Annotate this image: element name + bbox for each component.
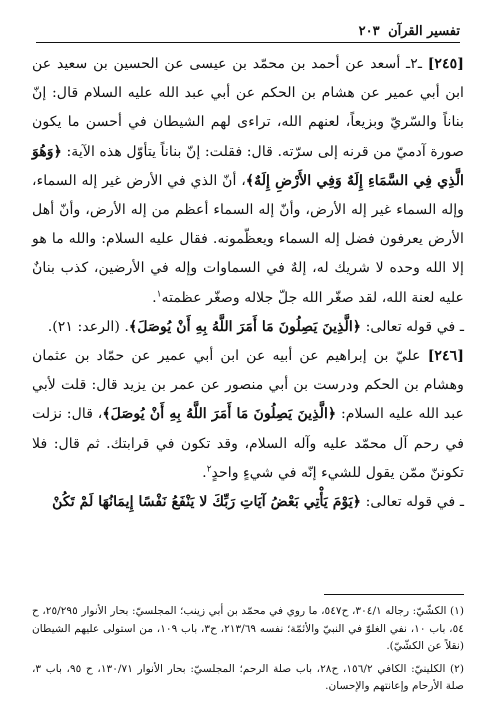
hadith-246: [۲٤٦] عليّ بن إبراهيم عن أبيه عن ابن أبي عمير عن حمّاد بن عثمان وهشام بن الحكم ودرست بن أبي منصور عن عمر بن يزيد قال: قلت لأبي عبد الله عليه السلام: ﴿الَّذِينَ يَصِلُونَ مَا أَمَرَ اللَّهُ بِهِ أَنْ يُوصَلَ﴾، قال: نزلت في رحم آل محمّد عليه وآله السلام، وقد تكون في قرابتك. ثم قال: فلا تكوننّ ممّن يقول للشيء إنّه في شيءٍ واحدٍ$^۲$. [32,348,464,481]
verse-heading [32,313,464,342]
footnote-1: (۱) الكشّيّ: رجاله ۳۰٤/۱، ح٥٤۷، ما روي في محمّد بن أبي زينب؛ المجلسيّ: بحار الأنوار ۲٥/۲۹٥، ح ٥٤، باب ۱۰، نفي الغلوّ في النبيّ والأئمّة؛ نفسه ۲۱۳/٦۹، ح۳، باب ۱۰۹، من استولى عليهم الشيطان (نقلاً عن الكشّيّ). [32,605,465,652]
hadith-245: [۲٤٥] ـ۲ـ أسعد عن أحمد بن محمّد بن عيسى عن الحسين بن سعيد عن ابن أبي عمير عن هشام بن الحكم عن أبي عبد الله عليه السلام قال: إنّ بناناً والسّريّ وبزيعاً، لعنهم الله، تراءى لهم الشيطان في أحسن ما يكون صورة آدميّ من قرنه إلى سرّته. قال: فقلت: إنّ بناناً يتأوّل هذه الآية: ﴿وَهُوَ الَّذِي فِي السَّمَاءِ إِلَهٌ وَفِي الأَرْضِ إِلَهٌ﴾، أنّ الذي في الأرض غير إله السماء، وإله السماء غير إله الأرض، وأنّ إله السماء أعظم من إله الأرض، وأنّ أهل الأرض يعرفون فضل إله السماء ويعظّمونه. فقال عليه السلام: والله ما هو إلا الله وحده لا شريك له، إلهٌ في السماوات وإله في الأرضين، كذب بنانٌ عليه لعنة الله، لقد صغّر الله جلّ جلاله وصغّر عظمته$^۱$. [32,56,464,306]
page-number: ۲۰۳ [358,24,380,39]
hadith-text: عليّ بن إبراهيم عن أبيه عن ابن أبي عمير عن حمّاد بن عثمان وهشام بن الحكم ودرست بن أبي منصور عن عمر بن يزيد قال: قلت لأبي عبد الله عليه السلام: [32,348,464,423]
verse-lead: ـ في قوله تعالى: [361,318,464,335]
footnote-2: (۲) الكلينيّ: الكافي ۱٥٦/۲، ح۲۸، باب صلة الرحم؛ المجلسيّ: بحار الأنوار ۱۳۰/۷۱، ح ۹٥، باب ۳، صلة الأرحام وإعانتهم والإحسان. [32,662,465,692]
hadith-text-continued: ، قال: نزلت في رحم آل محمّد عليه وآله السلام، وقد تكون في قرابتك. ثم قال: فلا تكوننّ ممّن يقول للشيء إنّه في شيءٍ واحدٍ [32,406,464,481]
footnotes [32,603,464,701]
verse-heading [32,488,464,517]
quran-quote: ﴿وَهُوَ الَّذِي فِي السَّمَاءِ إِلَهٌ وَفِي الأَرْضِ إِلَهٌ﴾ [32,143,464,189]
quran-quote: ﴿الَّذِينَ يَصِلُونَ مَا أَمَرَ اللَّهُ بِهِ أَنْ يُوصَلَ﴾ [128,318,362,335]
quran-quote: ﴿الَّذِينَ يَصِلُونَ مَا أَمَرَ اللَّهُ بِهِ أَنْ يُوصَلَ﴾ [102,406,337,423]
footnote-ref[interactable]: ۱ [156,288,162,299]
verse-lead: ـ في قوله تعالى: [361,494,464,511]
hadith-number: [۲٤٥] [427,56,464,72]
quran-quote: ﴿يَوْمَ يَأْتِي بَعْضُ آيَاتِ رَبِّكَ لا يَنْفَعُ نَفْسًا إِيمَانُهَا لَمْ تَكُنْ [52,494,362,511]
hadith-text-continued: ، أنّ الذي في الأرض غير إله السماء، وإله السماء غير إله الأرض، وأنّ إله السماء أعظم من إله الأرض، وأنّ أهل الأرض يعرفون فضل إله السماء ويعظّمونه. فقال عليه السلام: والله ما هو إلا الله وحده لا شريك له، إلهٌ في السماوات وإله في الأرضين، كذب بنانٌ عليه لعنة الله، لقد صغّر الله جلّ جلاله وصغّر عظمته [32,172,464,306]
verse-reference: . (الرعد: ۲۱). [47,318,129,335]
hadith-text: ـ۲ـ أسعد عن أحمد بن محمّد بن عيسى عن الحسين بن سعيد عن ابن أبي عمير عن هشام بن الحكم عن أبي عبد الله عليه السلام قال: إنّ بناناً والسّريّ وبزيعاً، لعنهم الله، تراءى لهم الشيطان في أحسن ما يكون صورة آدميّ من قرنه إلى سرّته. قال: فقلت: إنّ بناناً يتأوّل هذه الآية: [32,56,464,160]
footnote-ref[interactable]: ۲ [206,464,212,475]
book-title: تفسير القرآن [388,24,460,39]
main-text [32,50,464,517]
footnote-divider [324,594,464,595]
running-title [359,24,460,42]
hadith-number: [۲٤٦] [427,348,464,365]
page-header [36,20,460,43]
